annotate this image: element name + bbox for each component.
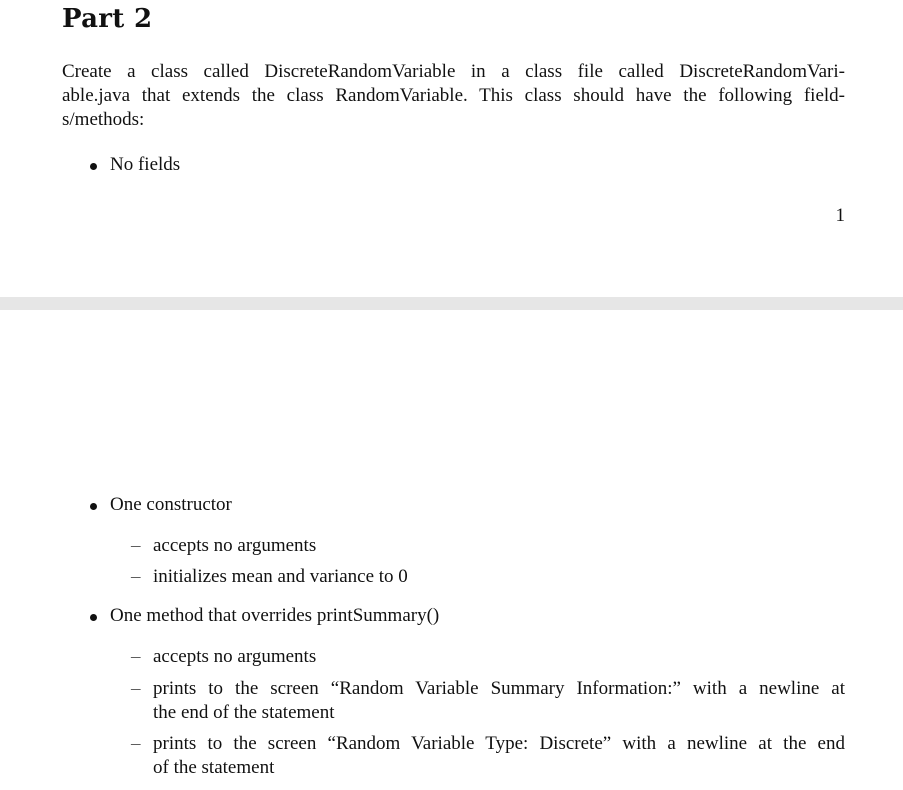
dash-icon: – <box>131 733 141 754</box>
paragraph-line: able.java that extends the class RandomVariable. This class should have the following field- <box>62 85 845 106</box>
sub-item-text <box>153 534 845 558</box>
paragraph-line: Create a class called DiscreteRandomVariable in a class file called DiscreteRandomVari- <box>62 61 845 82</box>
sub-item-line: prints to the screen “Random Variable Type: Discrete” with a newline at the end <box>153 733 845 754</box>
bullet-text: One constructor <box>110 494 232 515</box>
sub-item-line: the end of the statement <box>153 702 335 723</box>
document-page-1 <box>0 0 903 297</box>
page-separator <box>0 297 903 310</box>
intro-paragraph <box>62 60 845 132</box>
document-page-2 <box>0 310 903 790</box>
dash-icon: – <box>131 566 141 587</box>
sub-item-text <box>153 677 845 725</box>
bullet-dot-icon <box>90 503 97 510</box>
section-heading: Part 2 <box>62 4 153 34</box>
dash-icon: – <box>131 678 141 699</box>
sub-item-line: accepts no arguments <box>153 535 317 556</box>
dash-icon: – <box>131 646 141 667</box>
sub-item-line: prints to the screen “Random Variable Summary Information:” with a newline at <box>153 678 845 699</box>
bullet-text: One method that overrides printSummary() <box>110 605 440 626</box>
bullet-dot-icon <box>90 614 97 621</box>
sub-item-text <box>153 565 845 589</box>
sub-item-text <box>153 732 845 780</box>
dash-icon: – <box>131 535 141 556</box>
page-number: 1 <box>835 205 845 226</box>
bullet-dot-icon <box>90 163 97 170</box>
sub-item-text <box>153 645 845 669</box>
bullet-text: No fields <box>110 154 181 175</box>
sub-item-line: of the statement <box>153 757 275 778</box>
sub-item-line: initializes mean and variance to 0 <box>153 566 408 587</box>
paragraph-line: s/methods: <box>62 109 145 130</box>
sub-item-line: accepts no arguments <box>153 646 317 667</box>
